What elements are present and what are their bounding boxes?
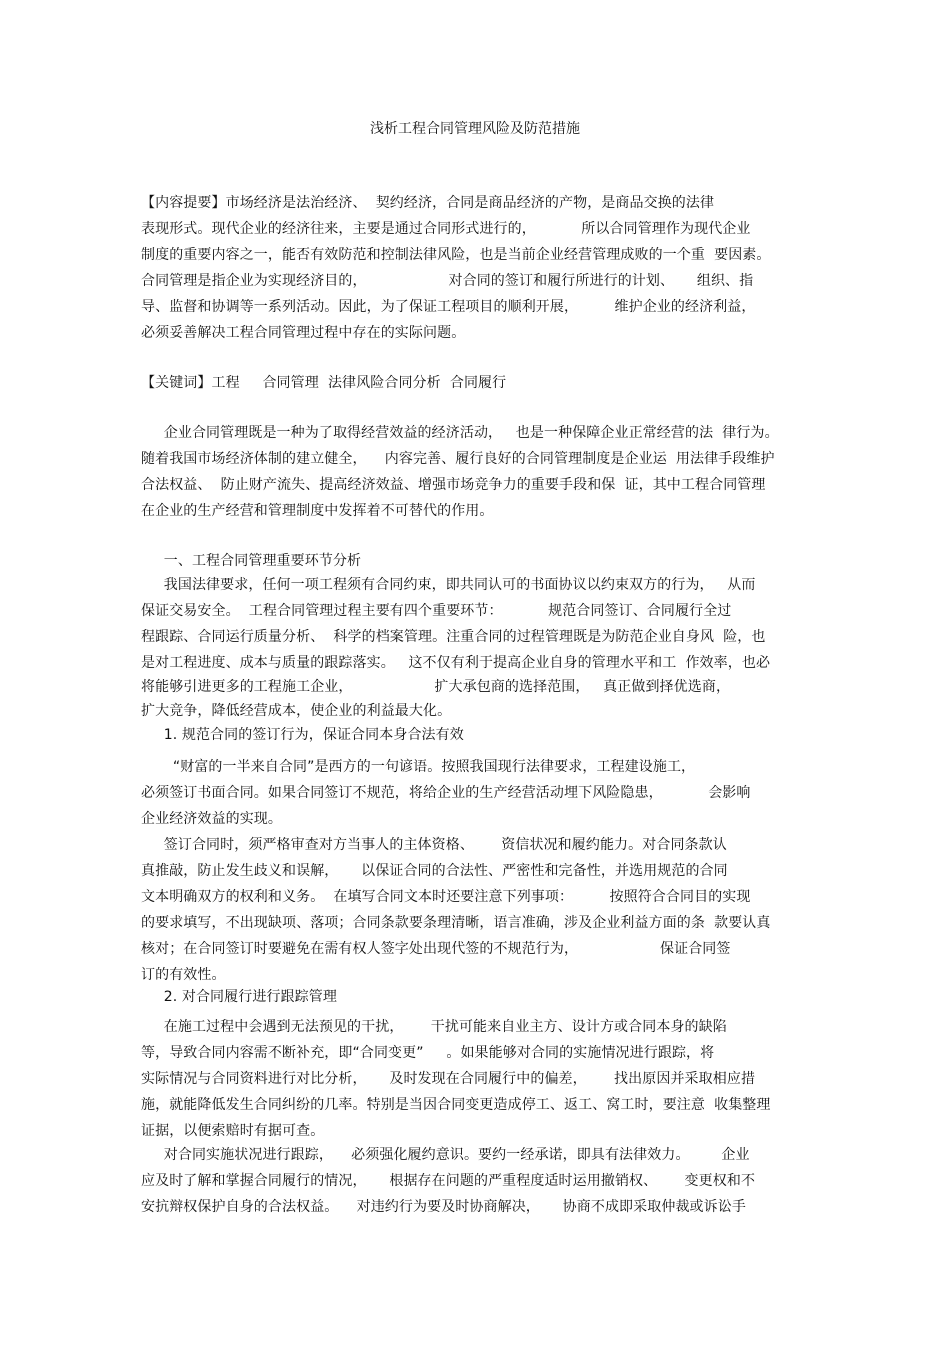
text-line: 签订合同时，须严格审查对方当事人的主体资格、 资信状况和履约能力。对合同条款认 [141, 837, 727, 853]
text-line: 导、监督和协调等一系列活动。因此，为了保证工程项目的顺利开展， 维护企业的经济利益， [141, 299, 756, 315]
text-line: 扩大竞争，降低经营成本，使企业的利益最大化。 [141, 703, 452, 719]
text-line: 合同管理是指企业为实现经济目的， 对合同的签订和履行所进行的计划、 组织、指 [141, 273, 754, 289]
text-line: 一、工程合同管理重要环节分析 [141, 553, 362, 569]
text-line: 实际情况与合同资料进行对比分析， 及时发现在合同履行中的偏差， 找出原因并采取相应措 [141, 1071, 756, 1087]
text-line: 订的有效性。 [141, 967, 226, 983]
text-line: 等，导致合同内容需不断补充，即“合同变更” 。如果能够对合同的实施情况进行跟踪，将 [141, 1045, 715, 1061]
text-line: 1. 规范合同的签订行为，保证合同本身合法有效 [141, 727, 464, 743]
text-line: 【关键词】工程 合同管理 法律风险合同分析 合同履行 [141, 375, 507, 391]
text-line: 证据，以便索赔时有据可查。 [141, 1123, 325, 1139]
text-line: 制度的重要内容之一，能否有效防范和控制法律风险，也是当前企业经营管理成败的一个重 要因素。 [141, 247, 771, 263]
text-line: 安抗辩权保护自身的合法权益。 对违约行为要及时协商解决， 协商不成即采取仲裁或诉讼手 [141, 1199, 746, 1215]
text-line: 必须签订书面合同。如果合同签订不规范，将给企业的生产经营活动埋下风险隐患， 会影响 [141, 785, 751, 801]
text-line: 对合同实施状况进行跟踪， 必须强化履约意识。要约一经承诺，即具有法律效力。 企业 [141, 1147, 750, 1163]
text-line: 保证交易安全。 工程合同管理过程主要有四个重要环节： 规范合同签订、合同履行全过 [141, 603, 732, 619]
text-line: 【内容提要】市场经济是法治经济、 契约经济，合同是商品经济的产物，是商品交换的法律 [141, 195, 715, 211]
text-line: 是对工程进度、成本与质量的跟踪落实。 这不仅有利于提高企业自身的管理水平和工 作效率，也必 [141, 655, 771, 671]
text-line: 在企业的生产经营和管理制度中发挥着不可替代的作用。 [141, 503, 494, 519]
text-line: 必须妥善解决工程合同管理过程中存在的实际问题。 [141, 325, 466, 341]
text-line: 2. 对合同履行进行跟踪管理 [141, 989, 337, 1005]
text-line: 在施工过程中会遇到无法预见的干扰， 干扰可能来自业主方、设计方或合同本身的缺陷 [141, 1019, 727, 1035]
text-line: 我国法律要求，任何一项工程须有合同约束，即共同认可的书面协议以约束双方的行为， 从而 [141, 577, 756, 593]
text-line: 施，就能降低发生合同纠纷的几率。特别是当因合同变更造成停工、返工、窝工时，要注意 收集整理 [141, 1097, 771, 1113]
text-line: 应及时了解和掌握合同履行的情况， 根据存在问题的严重程度适时运用撤销权、 变更权和不 [141, 1173, 756, 1189]
text-line: 表现形式。现代企业的经济往来，主要是通过合同形式进行的， 所以合同管理作为现代企业 [141, 221, 751, 237]
text-line: 合法权益、 防止财产流失、提高经济效益、增强市场竞争力的重要手段和保 证，其中工程合同管理 [141, 477, 766, 493]
document-title: 浅析工程合同管理风险及防范措施 [370, 121, 580, 137]
text-line: 将能够引进更多的工程施工企业， 扩大承包商的选择范围， 真正做到择优选商， [141, 679, 731, 695]
text-line: 企业合同管理既是一种为了取得经营效益的经济活动， 也是一种保障企业正常经营的法 律行为。 [141, 425, 779, 441]
text-line: 核对；在合同签订时要避免在需有权人签字处出现代签的不规范行为， 保证合同签 [141, 941, 731, 957]
text-line: 的要求填写，不出现缺项、落项；合同条款要条理清晰，语言准确，涉及企业利益方面的条 款要认真 [141, 915, 771, 931]
text-line: 企业经济效益的实现。 [141, 811, 282, 827]
text-line: “财富的一半来自合同”是西方的一句谚语。按照我国现行法律要求，工程建设施工， [141, 759, 696, 775]
text-line: 随着我国市场经济体制的建立健全， 内容完善、履行良好的合同管理制度是企业运 用法律手段维护 [141, 451, 775, 467]
text-line: 真推敲，防止发生歧义和误解， 以保证合同的合法性、严密性和完备性，并选用规范的合同 [141, 863, 728, 879]
text-line: 程跟踪、合同运行质量分析、 科学的档案管理。注重合同的过程管理既是为防范企业自身风 险，也 [141, 629, 766, 645]
text-line: 文本明确双方的权利和义务。 在填写合同文本时还要注意下列事项： 按照符合合同目的实现 [141, 889, 751, 905]
